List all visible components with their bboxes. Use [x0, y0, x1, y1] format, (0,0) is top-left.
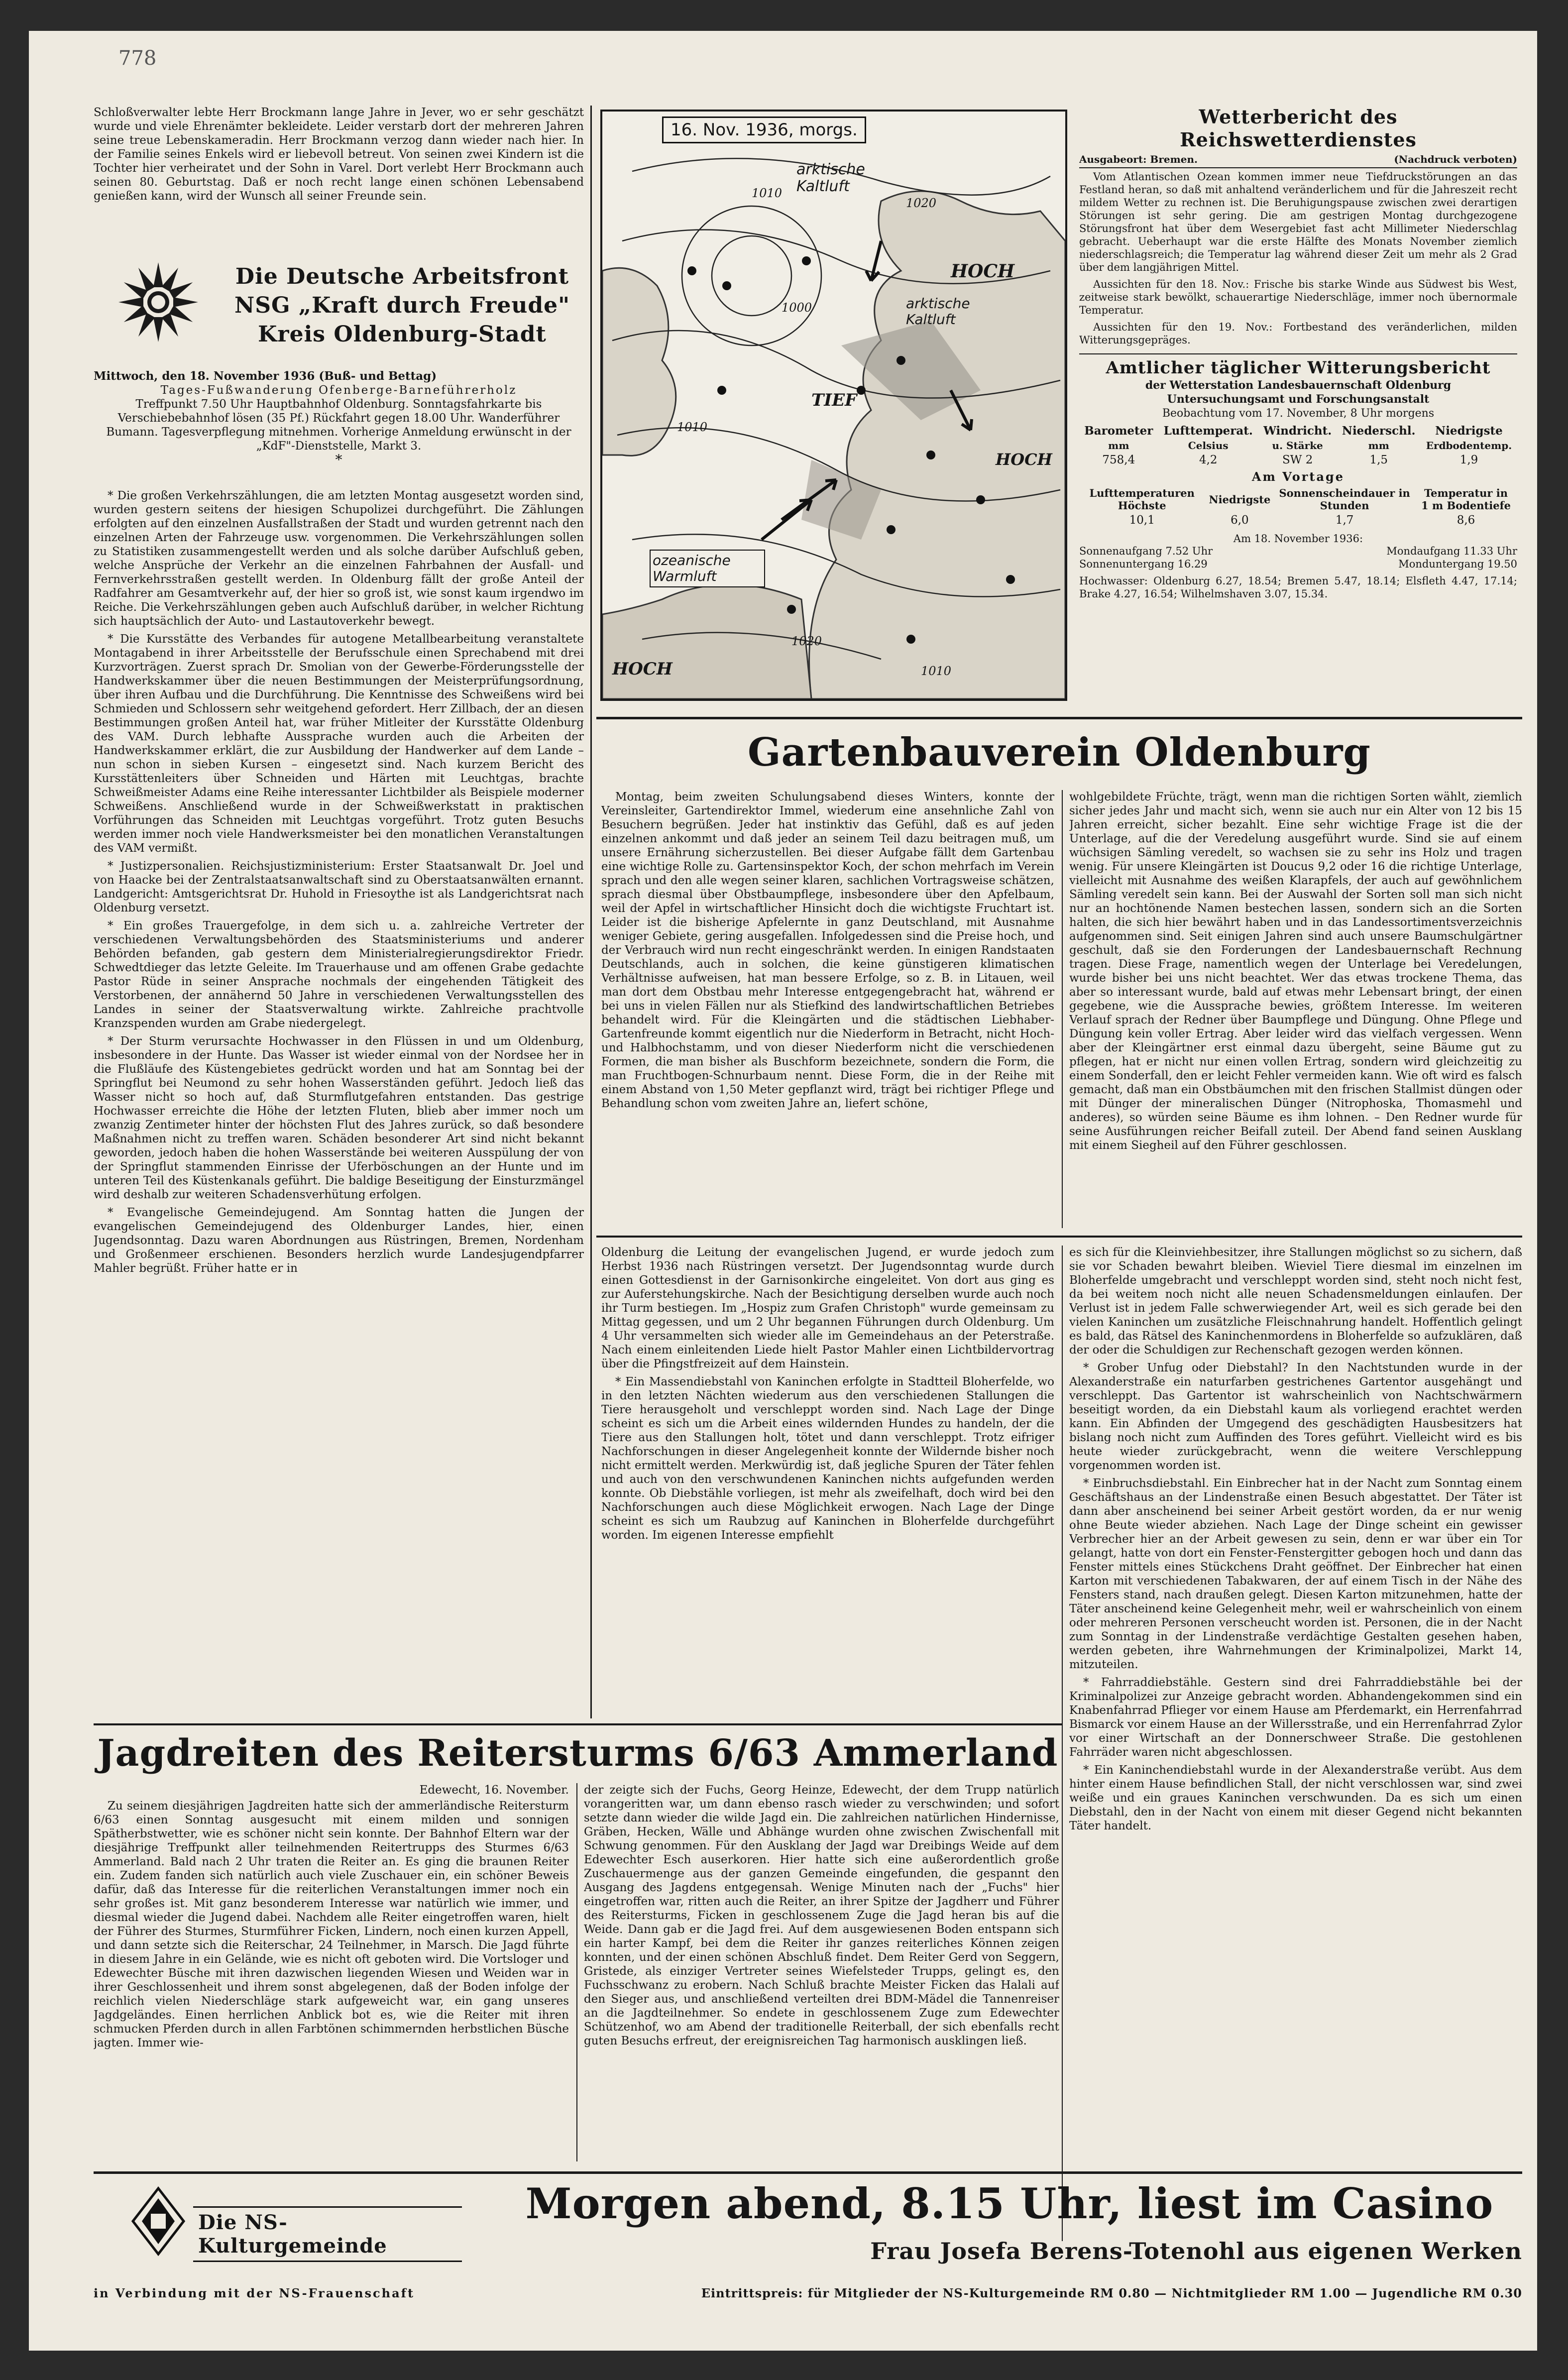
map-isobar-label: 1010: [677, 420, 708, 434]
prev-header: Niedrigste: [1209, 493, 1271, 506]
middle-column-2: [1069, 1246, 1522, 2241]
moonrise: Mondaufgang 11.33 Uhr: [1386, 545, 1517, 557]
weather-body-text: Vom Atlantischen Ozean kommen immer neue Tiefdruckstörungen an das Festland heran, so daß mit anhaltend veränderlichem und für die Jahreszeit recht mildem Wetter zu rechnen ist. Die Beruhigungspause zwischen zwei derartigen Störungen ist sehr gering. Die am gestrigen Montag durchgezogene Störungsfront hat über dem Wesergebiet fast acht Millimeter Niederschlag gebracht. Ueberhaupt war die erste Hälfte des Monats November ziemlich niederschlagsreich; die Temperatur lag während dieser Zeit um mehr als 2 Grad über dem langjährigen Mittel.: [1079, 171, 1517, 273]
hunt-column-2: [584, 1783, 1059, 2161]
newspaper-page: [29, 31, 1537, 2351]
official-weather-institute: Untersuchungsamt und Forschungsanstalt: [1167, 393, 1430, 406]
news-traffic-count: * Die großen Verkehrszählungen, die am letzten Montag ausgesetzt worden sind, wurden gestern seitens der hiesigen Schupolizei durchgeführt. Die Zählungen erfolgten auf den einzelnen Ausfallstraßen der Stadt und wurden getrennt nach den einzelnen Arten der Fahrzeuge usw. vorgenommen. Die Verkehrszählungen sollen zu Statistiken zusammengestellt werden und als solche darüber Aufschluß geben, welche Ansprüche der Verkehr an die einzelnen Fahrbahnen der Ausfall- und Fernverkehrsstraßen gestellt werden. In Oldenburg fällt der große Anteil der Radfahrer am Gesamtverkehr auf, der hier so groß ist, wie sonst kaum irgendwo im Reiche. Die Verkehrszählungen geben auch Aufschluß darüber, in welcher Richtung sich hauptsächlich der Auto- und Lastautoverkehr bewegt.: [94, 489, 584, 628]
garden-column-1: [601, 790, 1054, 1233]
obs-header: Lufttemperat.: [1163, 424, 1253, 438]
sunset: Sonnenuntergang 16.29: [1079, 558, 1208, 570]
obs-value: 1,9: [1459, 453, 1478, 466]
obs-header: Niedrigste: [1435, 424, 1503, 438]
sunrise: Sonnenaufgang 7.52 Uhr: [1079, 545, 1213, 557]
high-water: Hochwasser: Oldenburg 6.27, 18.54; Bremen 5.47, 18.14; Elsfleth 4.47, 17.14; Brake 4.27, 16.54; Wilhelmshaven 3.07, 15.34.: [1079, 575, 1517, 600]
obs-subheader: mm: [1108, 440, 1129, 452]
burglary: * Einbruchsdiebstahl. Ein Einbrecher hat in der Nacht zum Sonntag einem Geschäftshaus an der Lindenstraße einen Besuch abgestattet. Der Täter ist dann aber anscheinend bei seiner Arbeit gestört worden, da er nur wenig ohne Beute wieder abziehen. Nach Lage der Dinge scheint ein gewisser Verbrecher hier an der Arbeit gewesen zu sein, denn er war über ein Tor gelangt, hatte von dort ein Fenster-Fenstergitter gebogen hoch und dann das Fenster mittels eines Stückchens Draht geöffnet. Der Einbrecher hat einen Karton mit verschiedenen Tabakwaren, der auf einem Tisch in der Nähe des Fensters stand, nach draußen gelegt. Diesen Karton mitzunehmen, hatte der Täter anscheinend keine Gelegenheit mehr, weil er wahrscheinlich von einem oder mehreren Personen verscheucht worden ist. Personen, die in der Nacht zum Sonntag in der Lindenstraße verdächtige Gestalten gesehen haben, werden gebeten, ihre Wahrnehmungen der Kriminalpolizei, Markt 14, mitzuteilen.: [1069, 1477, 1522, 1671]
hunt-text-2: der zeigte sich der Fuchs, Georg Heinze, Edewecht, der dem Trupp natürlich vorangeritten war, um dann ebenso rasch wieder zu verschwinden; und sofort setzte dann wieder die wilde Jagd ein. Die zahlreichen natürlichen Hindernisse, Gräben, Hecken, Wälle und Abhänge wurden ohne zwischen Zwischenfall mit Schwung genommen. Für den Ausklang der Jagd war Dreibings Weide auf dem Edewechter Esch auserkoren. Hier hatte sich eine außerordentlich große Zuschauermenge aus der ganzen Gemeinde eingefunden, die gespannt den Ausgang des Jagdens entgegensah. Wenige Minuten nach der „Fuchs" hier eingetroffen war, ritten auch die Reiter, an ihrer Spitze der Jagdherr und Führer des Reitersturms, Ficken in geschlossenem Zuge die Jagd heran bis auf die Weide. Dann gab er die Jagd frei. Auf dem ausgewiesenen Boden entspann sich ein harter Kampf, bei dem die Reiter ihr ganzes reiterliches Können zeigen konnten, und der einen schönen Abschluß findet. Dem Reiter Gerd von Seggern, Gristede, als einziger Vertreter seines Wiefelsteder Trupps, gelingt es, den Fuchsschwanz zu erobern. Nach Schluß brachte Meister Ficken das Halali auf den Sieger aus, und anschließend verteilten drei BDM-Mädel die Tannenreiser an die Jagdteilnehmer. So endete in geschlossenem Zuge zum Edewechter Schützenhof, wo am Abend der traditionelle Reiterball, der sich ebenfalls recht guten Besuchs erfreut, der ereignisreichen Tag harmonisch ausklingen ließ.: [584, 1784, 1059, 2047]
kulturgemeinde-association: in Verbindung mit der NS-Frauenschaft: [94, 2286, 415, 2300]
obs-subheader: u. Stärke: [1272, 440, 1323, 452]
obs-header: Windricht.: [1263, 424, 1332, 438]
hunt-dateline: Edewecht, 16. November.: [419, 1784, 569, 1797]
prev-header: Sonnenscheindauer in Stunden: [1279, 487, 1410, 512]
map-isobar-label: 1020: [906, 196, 937, 210]
page-number: 778: [118, 47, 157, 70]
left-top-text: Schloßverwalter lebte Herr Brockmann lange Jahre in Jever, wo er sehr geschätzt wurde und viele Ehrenämter bekleidete. Leider verstarb dort der mehreren Jahren seine treue Lebenskameradin. Herr Brockmann verzog dann wieder nach hier. In der Familie seines Enkels wird er liebevoll betreut. Von seinen zwei Kindern ist die Tochter hier verheiratet und der Sohn in Varel. Dort verlebt Herr Brockmann auch seinen 80. Geburtstag. Daß er noch recht lange einen schönen Lebensabend genießen kann, wird der Wunsch all seiner Freunde sein.: [94, 106, 584, 203]
prev-value: 6,0: [1231, 514, 1249, 527]
official-weather-observation: Beobachtung vom 17. November, 8 Uhr morgens: [1162, 407, 1435, 420]
obs-value: 4,2: [1199, 453, 1218, 466]
reading-author: Frau Josefa Berens-Totenohl aus eigenen Werken: [870, 2238, 1522, 2265]
moonset: Monduntergang 19.50: [1398, 558, 1517, 570]
obs-subheader: Erdbodentemp.: [1426, 440, 1512, 452]
garden-text-2: wohlgebildete Früchte, trägt, wenn man die richtigen Sorten wählt, ziemlich sicher jedes Jahr und macht sich, wenn sie auch nur ein Alter von 12 bis 15 Jahren erreicht, sicher bezahlt. Eine sehr wichtige Frage ist die der Unterlage, auf die der Veredelung ausgeführt wurde. Sind sie auf einem wüchsigen Sämling veredelt, so wachsen sie zu sehr ins Holz und tragen wenig. Für unsere Kleingärten ist Doucus 9,2 oder 16 die richtige Unterlage, vielleicht mit Ausnahme des weißen Klarapfels, der auch auf gewöhnlichem Sämling veredelt sein kann. Bei der Auswahl der Sorten soll man sich nicht nur an hochtönende Namen bestechen lassen, sondern sich an die Sorten halten, die sich hier bewährt haben und in das Landessortimentsverzeichnis aufgenommen sind. Seit einigen Jahren sind auch unsere Baumschulgärtner geschult, daß sie den Forderungen der Landesbauernschaft Rechnung tragen. Diese Frage, namentlich wegen der Unterlage bei Veredelungen, wurde bisher bei uns nicht beachtet. Wer das etwas trockene Thema, das aber so interessant wurde, bald auf etwas mehr Lebensart bringt, der einen gegebene, wie die Aussprache bewies, größtem Interesse. Im weiteren Verlauf sprach der Redner über Baumpflege und Düngung. Ohne Pflege und Düngung kein voller Ertrag. Aber leider wird das vielfach vergessen. Wenn aber der Kleingärtner erst einmal dazu übergeht, seine Bäume gut zu pflegen, hat er nicht nur einen vollen Ertrag, sondern wird gleichzeitig zu einem Sonderfall, den er leicht Fehler vermeiden kann. Wie oft wird es falsch gemacht, daß man ein Obstbäumchen mit den frischen Stallmist düngen oder mit Dünger der mineralischen Dünger (Nitrophoska, Thomasmehl und anderes), so würden seine Bäume es ihm lohnen. – Den Redner wurde für seine Ausführungen reicher Beifall zuteil. Der Abend fand seinen Ausklang mit einem Siegheil auf den Führer geschlossen.: [1069, 791, 1522, 1152]
obs-value: SW 2: [1282, 453, 1313, 466]
map-date-label: 16. Nov. 1936, morgs.: [662, 116, 866, 143]
kdf-title-line3: Kreis Oldenburg-Stadt: [258, 322, 547, 347]
official-weather-title: Amtlicher täglicher Witterungsbericht: [1106, 358, 1491, 378]
rabbit-theft-2: * Ein Kaninchendiebstahl wurde in der Alexanderstraße verübt. Aus dem hinter einem Hause befindlichen Stall, der nicht verschlossen war, sind zwei weiße und ein graues Kaninchen verschwunden. Da es sich um einen Diebstahl, den in der Nacht von einem mit dieser Gegend nicht bekannten Täter handelt.: [1069, 1764, 1522, 1832]
rabbit-theft: * Ein Massendiebstahl von Kaninchen erfolgte in Stadtteil Bloherfelde, wo in den letzten Nächten wiederum aus den verschiedenen Stallungen die Tiere herausgeholt und verschleppt worden sind. Nach Lage der Dinge scheint es sich um die Arbeit eines wildernden Hundes zu handeln, der die Tiere aus den Stallungen holt, tötet und dann verschleppt. Trotz eifriger Nachforschungen in dieser Angelegenheit konnte der Wildernde bisher noch nicht ermittelt werden. Merkwürdig ist, daß jegliche Spuren der Täter fehlen und auch von den verschwundenen Kaninchen nichts aufgefunden werden konnte. Ob Diebstähle vorliegen, ist mehr als zweifelhaft, doch wird bei den Nachforschungen auch diese Möglichkeit erwogen. Nach Lage der Dinge scheint es sich um Raubzug auf Kaninchen in Bloherfelde durchgeführt worden. Im eigenen Interesse empfiehlt: [601, 1375, 1054, 1542]
gate-theft: * Grober Unfug oder Diebstahl? In den Nachtstunden wurde in der Alexanderstraße ein naturfarben gestrichenes Gartentor ausgehängt und verschleppt. Das Gartentor ist wahrscheinlich von Nachtschwärmern beseitigt worden, da ein Diebstahl kaum als vorliegend erachtet werden kann. Ein Abfinden der Umgegend des geschädigten Hausbesitzers hat bislang noch nicht zum Auffinden des Tores geführt. Vielleicht wird es bis heute wieder zurückgebracht, wenn die weitere Verschleppung vorgenommen worden ist.: [1069, 1361, 1522, 1472]
obs-value: 1,5: [1369, 453, 1388, 466]
garden-column-2: [1069, 790, 1522, 1233]
obs-header: Barometer: [1084, 424, 1153, 438]
hunt-headline: Jagdreiten des Reitersturms 6/63 Ammerland: [97, 1732, 1058, 1775]
map-label-low: TIEF: [811, 390, 857, 410]
kdf-title-line2: NSG „Kraft durch Freude": [234, 293, 570, 318]
hunt-column-1: [94, 1783, 569, 2161]
kulturgemeinde-name: Die NS-Kulturgemeinde: [193, 2206, 462, 2262]
obs-header: Niederschl.: [1342, 424, 1416, 438]
kdf-event: Tages-Fußwanderung Ofenberge-Barneführerholz: [160, 384, 517, 397]
prev-value: 1,7: [1335, 514, 1354, 527]
weather-report-title: Wetterbericht des Reichswetterdienstes: [1180, 106, 1417, 151]
official-weather-station: der Wetterstation Landesbauernschaft Oldenburg: [1145, 379, 1452, 392]
kdf-body: Treffpunkt 7.50 Uhr Hauptbahnhof Oldenburg. Sonntagsfahrkarte bis Verschiebebahnhof lösen (35 Pf.) Rückfahrt gegen 18.00 Uhr. Wanderführer Bumann. Tagesverpflegung mitnehmen. Vorherige Anmeldung erwünscht in der „KdF"-Dienststelle, Markt 3.: [106, 398, 571, 453]
prev-header: Lufttemperaturen Höchste: [1089, 487, 1195, 512]
kdf-title: [223, 262, 581, 349]
map-label-arctic-air: arktische Kaltluft: [796, 161, 865, 195]
ticket-prices: Eintrittspreis: für Mitglieder der NS-Kulturgemeinde RM 0.80 — Nichtmitglieder RM 1.00 — Jugendliche RM 0.30: [701, 2286, 1522, 2300]
garden-headline: Gartenbauverein Oldenburg: [748, 730, 1371, 775]
daf-logo-icon: [113, 257, 203, 347]
obs-value: 758,4: [1102, 453, 1135, 466]
weather-report: [1079, 106, 1517, 713]
obs-subheader: Celsius: [1188, 440, 1229, 452]
left-top-article: [94, 106, 584, 265]
map-isobar-label: 1010: [752, 186, 783, 200]
hunt-text-1: Zu seinem diesjährigen Jagdreiten hatte sich der ammerländische Reitersturm 6/63 einen Sonntag ausgesucht mit einem milden und sonnigen Spätherbstwetter, wie es schöner nicht sein konnte. Der Bahnhof Eltern war der diesjährige Treffpunkt aller teilnehmenden Reitertrupps des Sturmes 6/63 Ammerland. Bald nach 2 Uhr traten die Reiter an. Es ging die braunen Reiter ein. Zudem fanden sich natürlich auch viele Zuschauer ein, ein schöner Beweis dafür, daß das Interesse für die reiterlichen Veranstaltungen immer noch ein sehr großes ist. Mit ganz besonderem Interesse war natürlich wie immer, und diesmal wieder die Jugend dabei. Nachdem alle Reiter eingetroffen waren, hielt der Führer des Sturmes, Sturmführer Ficken, Lindern, noch einen kurzen Appell, und dann setzte sich die Reiterschar, 24 Teilnehmer, in Marsch. Die Jagd führte in diesem Jahre in ein Gelände, wie es nicht oft geboten wird. Die Vortsloger und Edewechter Büsche mit ihren dazwischen liegenden Wiesen und Weiden war in ihrer Geschlossenheit und ihrem sonst abgelegenen, daß der Boden infolge der reichlich vielen Niederschläge stark aufgeweicht war, ein gang unseres Jagdgeländes. Einen herrlichen Anblick bot es, wie die Reiter mit ihren schmucken Pferden durch in allen Farbtönen schimmernden herbstlichen Büsche jagten. Immer wie-: [94, 1800, 569, 2049]
prev-day-label: Am Vortage: [1251, 469, 1345, 484]
prev-value: 10,1: [1129, 514, 1155, 527]
kdf-announcement: Mittwoch, den 18. November 1936 (Buß- und Bettag) Tages-Fußwanderung Ofenberge-Barneführerholz Treffpunkt 7.50 Uhr Hauptbahnhof Oldenburg. Sonntagsfahrkarte bis Verschiebebahnhof lösen (35 Pf.) Rückfahrt gegen 18.00 Uhr. Wanderführer Bumann. Tagesverpflegung mitnehmen. Vorherige Anmeldung erwünscht in der „KdF"-Dienststelle, Markt 3. *: [94, 369, 584, 484]
weather-map: [600, 110, 1067, 701]
prev-day-table: [1079, 486, 1517, 528]
weather-reprint-note: (Nachdruck verboten): [1394, 153, 1517, 165]
map-label-high-3: HOCH: [612, 659, 672, 679]
kdf-title-line1: Die Deutsche Arbeitsfront: [235, 264, 569, 289]
bicycle-thefts: * Fahrraddiebstähle. Gestern sind drei Fahrraddiebstähle bei der Kriminalpolizei zur Anzeige gebracht worden. Abhandengekommen sind ein Knabenfahrrad Pflieger vor einem Hause am Pferdemarkt, ein Herrenfahrrad Bismarck vor einem Hause an der Willersstraße, und ein Herrenfahrrad Zylor vor einer Wirtschaft an der Donnerschweer Straße. Die gestohlenen Fahrräder waren nicht abgeschlossen.: [1069, 1676, 1522, 1759]
weather-outlook-19: Aussichten für den 19. Nov.: Fortbestand des veränderlichen, milden Witterungsgepräges.: [1079, 321, 1517, 346]
news-justice-personnel: * Justizpersonalien. Reichsjustizministerium: Erster Staatsanwalt Dr. Joel und von Haacke bei der Zentralstaatsanwaltschaft sind zu Oberstaatsanwälten ernannt. Landgericht: Amtsgerichtsrat Dr. Huhold in Friesoythe ist als Landgerichtsrat nach Oldenburg versetzt.: [94, 860, 584, 914]
garden-text-1: Montag, beim zweiten Schulungsabend dieses Winters, konnte der Vereinsleiter, Gartendirektor Immel, wiederum eine ansehnliche Zahl von Besuchern begrüßen. Jeder hat instinktiv das Gefühl, daß es auf jeden einzelnen ankommt und daß jeder an seinem Teil dazu beitragen muß, um unsere Ernährung sicherzustellen. Bei dieser Aufgabe fällt dem Gartenbau eine wichtige Rolle zu. Gartensinspektor Koch, der schon mehrfach im Verein sprach und den alle wegen seiner klaren, sachlichen Vortragsweise schätzen, sprach diesmal über Obstbaumpflege, insbesondere über den Apfelbaum, weil der Apfel in wirtschaftlicher Hinsicht doch die wichtigste Fruchtart ist. Leider ist die bisherige Apfelernte in ganz Deutschland, mit Ausnahme weniger Gebiete, gering ausgefallen. Infolgedessen sind die Preise hoch, und der Verbrauch wird nun recht eingeschränkt werden. In einigen Randstaaten Deutschlands, auch in solchen, die keine günstigeren klimatischen Verhältnisse aufweisen, hat man bessere Erfolge, so z. B. in Litauen, weil man dort dem Obstbau mehr Interesse entgegengebracht hat, während er bei uns in vielen Fällen nur als Stiefkind des landwirtschaftlichen Betriebes behandelt wird. Für die Kleingärten und die städtischen Liebhaber-Gartenfreunde kommt eigentlich nur die Niederform in Betracht, nicht Hoch- und Halbhochstamm, und von dieser Niederform nicht die verschiedenen Formen, die man bisher als Buschform bezeichnete, sondern die Form, die man Fruchtbogen-Schnurbaum nennt. Diese Form, die in der Reihe mit einem Abstand von 1,50 Meter gepflanzt wird, trägt bei richtiger Pflege und Behandlung schon vom zweiten Jahre an, liefert schöne,: [601, 791, 1054, 1110]
map-isobar-label: 1010: [921, 664, 952, 678]
map-label-high-1: HOCH: [951, 261, 1015, 282]
weather-report-body: [1079, 170, 1517, 350]
news-flood: * Der Sturm verursachte Hochwasser in den Flüssen in und um Oldenburg, insbesondere in der Hunte. Das Wasser ist wieder einmal von der Nordsee her in die Flußläufe des Küstengebietes gedrückt worden und hat am Sonntag bei der Springflut bei Neumond zu sehr hohen Wasserständen geführt. Jedoch ließ das Wasser nicht so hoch auf, daß Sturmflutgefahren entstanden. Das gestrige Hochwasser erreichte die Höhe der letzten Fluten, blieb aber immer noch um zwanzig Zentimeter hinter der höchsten Flut des Jahres zurück, so daß besondere Maßnahmen nicht zu treffen waren. Schäden besonderer Art sind nicht bekannt geworden, jedoch haben die hohen Wasserstände bei weiteren Ausspülung der von der Springflut stammenden Einrisse der Uferböschungen an der Hunte und im unteren Teil des Küstenkanals geführt. Die baldige Beseitigung der Einsturzmängel wird deshalb zur weiteren Schadensverhütung erfolgen.: [94, 1035, 584, 1201]
map-isobar-label: 1020: [791, 634, 822, 648]
sun-date: Am 18. November 1936:: [1233, 533, 1363, 545]
map-label-high-2: HOCH: [996, 450, 1052, 469]
prev-value: 8,6: [1456, 514, 1475, 527]
obs-subheader: mm: [1368, 440, 1389, 452]
prev-header: Temperatur in 1 m Bodentiefe: [1421, 487, 1511, 512]
middle-column-1: [601, 1246, 1054, 1718]
map-label-arctic-air-2: arktische Kaltluft: [906, 295, 970, 328]
kulturgemeinde-logo-icon: [131, 2186, 186, 2261]
map-label-oceanic-warm: ozeanische Warmluft: [650, 550, 765, 587]
map-isobar-label: 1000: [782, 301, 812, 315]
kdf-date: Mittwoch, den 18. November 1936 (Buß- und Bettag): [94, 369, 437, 383]
weather-outlook-18: Aussichten für den 18. Nov.: Frische bis starke Winde aus Südwest bis West, zeitweise stark bewölkt, schauerartige Niederschläge, immer noch übernormale Temperatur.: [1079, 278, 1517, 316]
rabbit-theft-continued: es sich für die Kleinviehbesitzer, ihre Stallungen möglichst so zu sichern, daß sie vor Schaden bewahrt bleiben. Wieviel Tiere diesmal im einzelnen im Bloherfelde umgebracht und verschleppt worden sind, steht noch nicht fest, da bei weitem noch nicht alle neuen Schadensmeldungen einlaufen. Der Verlust ist in jedem Falle schwerwiegender Art, weil es sich gerade bei den vielen Kaninchen um zusätzliche Fleischnahrung handelt. Hoffentlich gelingt es bald, das Rätsel des Kaninchenmordens in Bloherfelde so aufzuklären, daß der oder die Schuldigen zur Rechenschaft gezogen werden können.: [1069, 1246, 1522, 1357]
news-welding-course: * Die Kursstätte des Verbandes für autogene Metallbearbeitung veranstaltete Montagabend in ihrer Arbeitsstelle der Berufsschule einen Sprechabend mit drei Kurzvorträgen. Zuerst sprach Dr. Smolian von der Gewerbe-Förderungsstelle der Handwerkskammer über die neuen Bestimmungen der Meisterprüfungsordnung, über ihren Aufbau und die Durchführung. Die Kenntnisse des Schweißens wird bei Schmieden und Schlossern sehr weitgehend gefordert. Herr Zillbach, der an diesen Bestimmungen großen Anteil hat, war früher Mitleiter der Kursstätte Oldenburg des VAM. Durch lebhafte Aussprache wurden auch die Arbeiten der Handwerkskammer erklärt, die zur Ausbildung der Handwerker auf dem Lande – nun schon in sieben Kursen – eingesetzt sind. Nach kurzem Bericht des Kursstättenleiters über Schneiden und Härten mit Leuchtgas, brachte Schweißmeister Adams eine Reihe interessanter Lichtbilder als Beispiele moderner Schweißens. Anschließend wurde in der Schweißwerkstatt in praktischen Vorführungen das Schneiden mit Leuchtgas vorgeführt. Trotz guten Besuchs werden immer noch viele Handwerksmeister bei den monatlichen Veranstaltungen des VAM vermißt.: [94, 633, 584, 855]
news-youth: * Evangelische Gemeindejugend. Am Sonntag hatten die Jungen der evangelischen Gemeindejugend des Oldenburger Landes, hier, einen Jugendsonntag. Dazu waren Abordnungen aus Rüstringen, Bremen, Nordenham und Großenmeer erschienen. Besonders herzlich wurde Landesjugendpfarrer Mahler begrüßt. Früher hatte er in: [94, 1206, 584, 1275]
observation-table: [1079, 423, 1517, 467]
weather-origin: Ausgabeort: Bremen.: [1079, 153, 1198, 165]
youth-continued: Oldenburg die Leitung der evangelischen Jugend, er wurde jedoch zum Herbst 1936 nach Rüstringen versetzt. Der Jugendsonntag wurde durch einen Gottesdienst in der Garnisonkirche eingeleitet. Von dort aus ging es zur Auferstehungskirche. Nach der Besichtigung derselben wurde auch noch ihr Turm bestiegen. Im „Hospiz zum Grafen Christoph" wurde gemeinsam zu Mittag gegessen, und um 2 Uhr begannen Führungen durch Oldenburg. Um 4 Uhr versammelten sich wieder alle im Gemeindehaus an der Peterstraße. Nach einem einleitenden Liede hielt Pastor Mahler einen Lichtbildervortrag über die Pfingstfreizeit auf dem Hainstein.: [601, 1246, 1054, 1370]
news-funeral: * Ein großes Trauergefolge, in dem sich u. a. zahlreiche Vertreter der verschiedenen Verwaltungsbehörden des Staatsministeriums und anderer Behörden befanden, gab gestern dem Ministerialregierungsdirektor Friedr. Schwedtdieger das letzte Geleite. Im Trauerhause und am offenen Grabe gedachte Pastor Rüde in seiner Ansprache nochmals der eingehenden Tätigkeit des Verstorbenen, der annähernd 50 Jahre in verschiedenen Verwaltungsstellen des Landes in seiner der Staatsverwaltung wirkte. Zahlreiche prachtvolle Kranzspenden wurden am Grabe niedergelegt.: [94, 919, 584, 1030]
reading-headline: Morgen abend, 8.15 Uhr, liest im Casino: [525, 2179, 1494, 2228]
